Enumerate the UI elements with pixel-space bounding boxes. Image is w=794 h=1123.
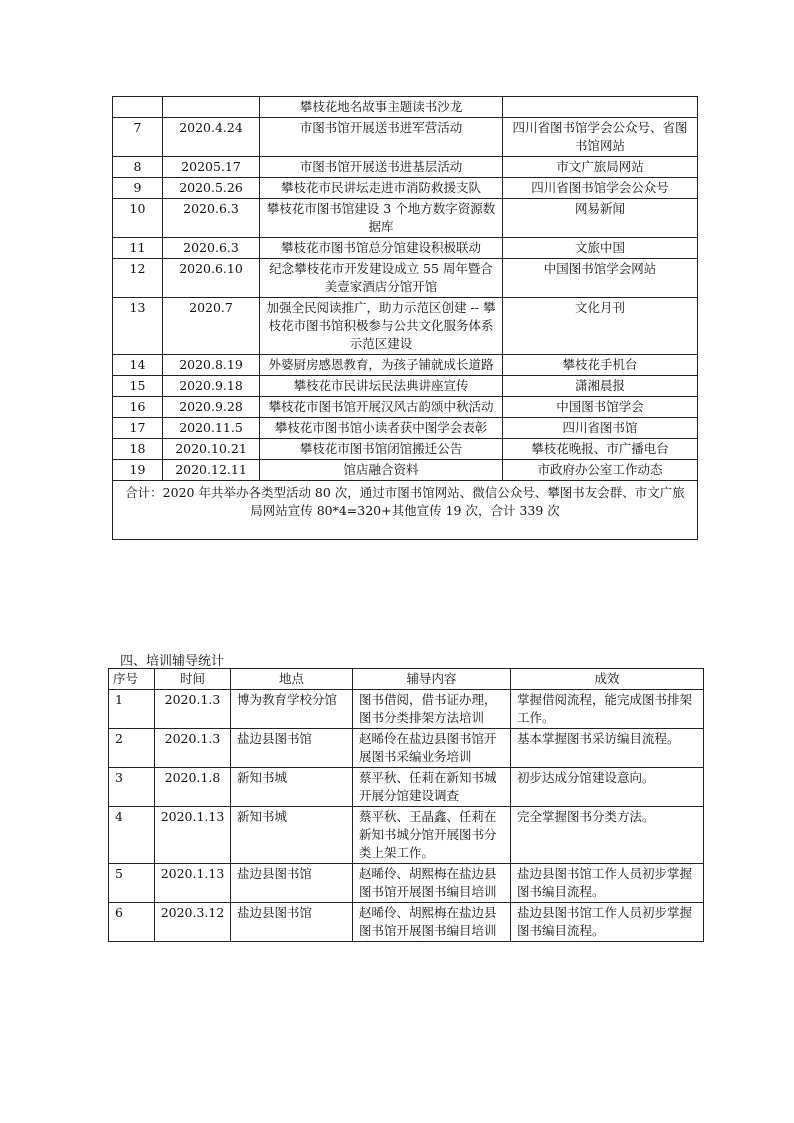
row-place: 新知书城 (231, 768, 353, 807)
row-date: 2020.7 (163, 298, 260, 355)
row-content: 馆店融合资料 (260, 460, 503, 481)
row-result: 基本掌握图书采访编目流程。 (511, 729, 704, 768)
row-number: 2 (109, 729, 155, 768)
row-date: 2020.8.19 (163, 355, 260, 376)
row-date: 2020.12.11 (163, 460, 260, 481)
row-result: 初步达成分馆建设意向。 (511, 768, 704, 807)
row-number: 5 (109, 864, 155, 903)
table-row (113, 157, 698, 178)
header-result: 成效 (511, 669, 704, 690)
media-publicity-table (112, 96, 698, 540)
table-row (109, 690, 704, 729)
row-media: 四川省图书馆学会公众号、省图书馆网站 (503, 118, 698, 157)
row-media: 攀枝花晚报、市广播电台 (503, 439, 698, 460)
table-row (109, 768, 704, 807)
table-row (113, 97, 698, 118)
table-row (113, 238, 698, 259)
row-content: 赵晞伶、胡熙梅在盐边县图书馆开展图书编目培训 (353, 864, 511, 903)
row-number: 6 (109, 903, 155, 942)
row-content: 攀枝花市图书馆总分馆建设积极联动 (260, 238, 503, 259)
table-row (113, 298, 698, 355)
row-media: 潇湘晨报 (503, 376, 698, 397)
table-row (109, 903, 704, 942)
row-content: 攀枝花市图书馆建设 3 个地方数字资源数据库 (260, 199, 503, 238)
row-media: 中国图书馆学会 (503, 397, 698, 418)
row-date: 2020.10.21 (163, 439, 260, 460)
row-place: 新知书城 (231, 807, 353, 864)
row-content: 攀枝花地名故事主题读书沙龙 (260, 97, 503, 118)
table-row (113, 397, 698, 418)
row-place: 盐边县图书馆 (231, 864, 353, 903)
row-date: 2020.1.13 (155, 807, 231, 864)
training-table (108, 668, 704, 942)
row-content: 赵晞伶、胡熙梅在盐边县图书馆开展图书编目培训 (353, 903, 511, 942)
row-date: 2020.1.3 (155, 690, 231, 729)
row-number: 9 (113, 178, 163, 199)
row-result: 盐边县图书馆工作人员初步掌握图书编目流程。 (511, 864, 704, 903)
row-content: 加强全民阅读推广，助力示范区创建 -- 攀枝花市图书馆积极参与公共文化服务体系示范区建设 (260, 298, 503, 355)
table-row (113, 418, 698, 439)
row-media: 四川省图书馆 (503, 418, 698, 439)
table-row (113, 259, 698, 298)
row-number: 1 (109, 690, 155, 729)
row-number: 13 (113, 298, 163, 355)
table-row (113, 118, 698, 157)
row-place: 博为教育学校分馆 (231, 690, 353, 729)
row-content: 攀枝花市图书馆开展汉风古韵颂中秋活动 (260, 397, 503, 418)
row-content: 攀枝花市民讲坛走进市消防救援支队 (260, 178, 503, 199)
row-result: 掌握借阅流程，能完成图书排架工作。 (511, 690, 704, 729)
row-number: 18 (113, 439, 163, 460)
row-result: 盐边县图书馆工作人员初步掌握图书编目流程。 (511, 903, 704, 942)
row-media: 网易新闻 (503, 199, 698, 238)
table-row (109, 729, 704, 768)
row-place: 盐边县图书馆 (231, 903, 353, 942)
table-row (109, 807, 704, 864)
header-content: 辅导内容 (353, 669, 511, 690)
row-date (163, 97, 260, 118)
row-content: 市图书馆开展送书进军营活动 (260, 118, 503, 157)
row-content: 市图书馆开展送书进基层活动 (260, 157, 503, 178)
row-number: 4 (109, 807, 155, 864)
row-media: 四川省图书馆学会公众号 (503, 178, 698, 199)
row-content: 纪念攀枝花市开发建设成立 55 周年暨合美壹家酒店分馆开馆 (260, 259, 503, 298)
row-media: 市文广旅局网站 (503, 157, 698, 178)
section-heading: 四、培训辅导统计 (120, 654, 225, 669)
row-number: 16 (113, 397, 163, 418)
row-media: 攀枝花手机台 (503, 355, 698, 376)
row-date: 2020.1.3 (155, 729, 231, 768)
row-content: 攀枝花市民讲坛民法典讲座宣传 (260, 376, 503, 397)
row-date: 2020.1.13 (155, 864, 231, 903)
row-date: 2020.11.5 (163, 418, 260, 439)
header-place: 地点 (231, 669, 353, 690)
row-number: 11 (113, 238, 163, 259)
row-media (503, 97, 698, 118)
row-number (113, 97, 163, 118)
row-number: 7 (113, 118, 163, 157)
row-date: 2020.3.12 (155, 903, 231, 942)
header-no: 序号 (109, 669, 155, 690)
row-date: 2020.5.26 (163, 178, 260, 199)
row-date: 2020.6.10 (163, 259, 260, 298)
row-number: 3 (109, 768, 155, 807)
row-media: 文化月刊 (503, 298, 698, 355)
row-content: 外婆厨房感恩教育，为孩子铺就成长道路 (260, 355, 503, 376)
table-row (113, 376, 698, 397)
row-content: 赵晞伶在盐边县图书馆开展图书采编业务培训 (353, 729, 511, 768)
row-number: 12 (113, 259, 163, 298)
row-date: 2020.9.28 (163, 397, 260, 418)
row-content: 图书借阅，借书证办理，图书分类排架方法培训 (353, 690, 511, 729)
row-media: 市政府办公室工作动态 (503, 460, 698, 481)
row-result: 完全掌握图书分类方法。 (511, 807, 704, 864)
row-number: 19 (113, 460, 163, 481)
row-date: 2020.4.24 (163, 118, 260, 157)
table-header-row (109, 669, 704, 690)
table-row (113, 460, 698, 481)
row-date: 20205.17 (163, 157, 260, 178)
header-date: 时间 (155, 669, 231, 690)
table-row (113, 178, 698, 199)
row-number: 15 (113, 376, 163, 397)
row-content: 攀枝花市图书馆小读者获中图学会表彰 (260, 418, 503, 439)
row-date: 2020.9.18 (163, 376, 260, 397)
row-number: 8 (113, 157, 163, 178)
row-place: 盐边县图书馆 (231, 729, 353, 768)
row-number: 17 (113, 418, 163, 439)
row-date: 2020.1.8 (155, 768, 231, 807)
row-date: 2020.6.3 (163, 238, 260, 259)
table-row (109, 864, 704, 903)
row-media: 文旅中国 (503, 238, 698, 259)
row-content: 蔡平秋、王晶鑫、任莉在新知书城分馆开展图书分类上架工作。 (353, 807, 511, 864)
table-row (113, 199, 698, 238)
table-row (113, 439, 698, 460)
row-date: 2020.6.3 (163, 199, 260, 238)
row-number: 14 (113, 355, 163, 376)
row-content: 蔡平秋、任莉在新知书城开展分馆建设调查 (353, 768, 511, 807)
row-media: 中国图书馆学会网站 (503, 259, 698, 298)
table-row (113, 355, 698, 376)
row-content: 攀枝花市图书馆闭馆搬迁公告 (260, 439, 503, 460)
row-number: 10 (113, 199, 163, 238)
total-summary: 合计：2020 年共举办各类型活动 80 次，通过市图书馆网站、微信公众号、攀图书友会群、市文广旅局网站宣传 80*4=320+其他宣传 19 次，合计 339 次 (113, 481, 698, 540)
